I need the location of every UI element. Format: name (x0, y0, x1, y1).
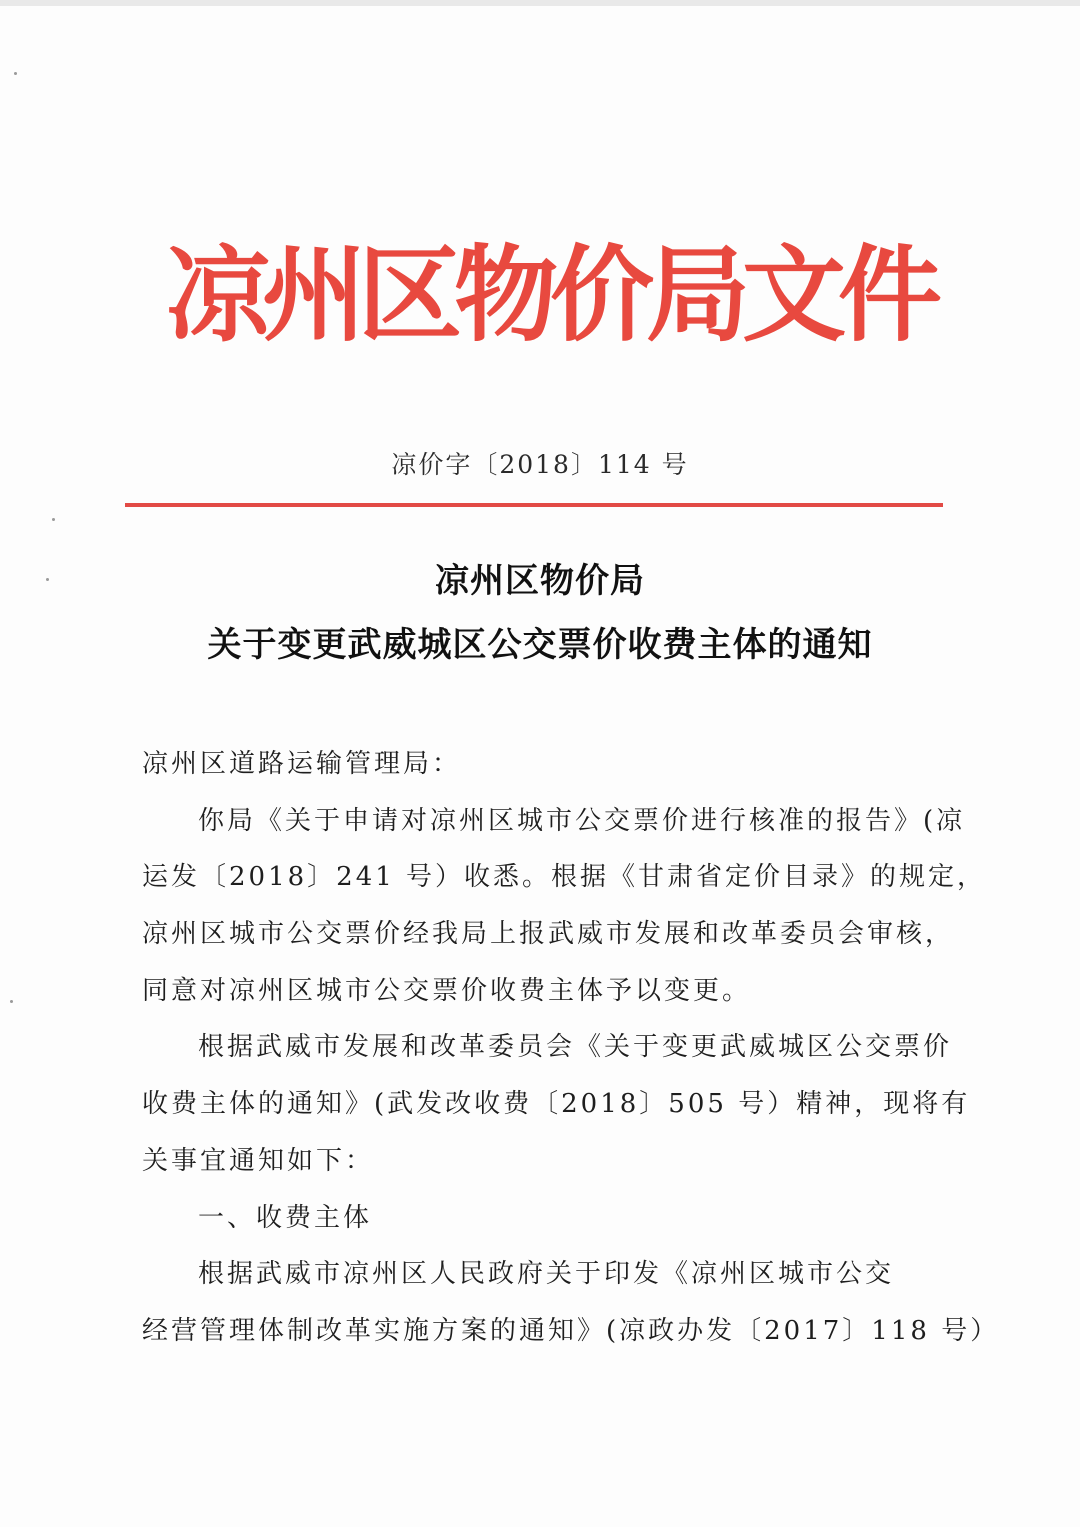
body-line: 收费主体的通知》(武发改收费〔2018〕505 号）精神，现将有 (142, 1089, 971, 1119)
body-line: 根据武威市凉州区人民政府关于印发《凉州区城市公交 (198, 1259, 895, 1289)
agency-header-title: 凉州区物价局文件 (165, 233, 934, 356)
scan-speck (10, 1000, 13, 1003)
scan-speck (14, 72, 17, 75)
body-line: 根据武威市发展和改革委员会《关于变更武威城区公交票价 (198, 1032, 953, 1062)
addressee: 凉州区道路运输管理局： (142, 749, 462, 779)
body-line: 凉州区城市公交票价经我局上报武威市发展和改革委员会审核， (142, 919, 955, 949)
scan-top-edge (0, 0, 1080, 6)
body-line: 同意对凉州区城市公交票价收费主体予以变更。 (142, 976, 752, 1006)
body-line: 运发〔2018〕241 号）收悉。根据《甘肃省定价目录》的规定， (142, 862, 987, 892)
body-line: 经营管理体制改革实施方案的通知》(凉政办发〔2017〕118 号） (142, 1316, 1000, 1346)
section-heading: 一、收费主体 (198, 1203, 373, 1233)
document-number: 凉价字〔2018〕114 号 (391, 450, 689, 479)
notice-title-line-2: 关于变更武威城区公交票价收费主体的通知 (207, 625, 873, 665)
red-divider-rule (125, 503, 943, 507)
notice-title-line-1: 凉州区物价局 (435, 561, 645, 601)
body-line: 你局《关于申请对凉州区城市公交票价进行核准的报告》(凉 (198, 806, 966, 836)
body-line: 关事宜通知如下： (142, 1146, 375, 1176)
scan-speck (52, 518, 55, 521)
